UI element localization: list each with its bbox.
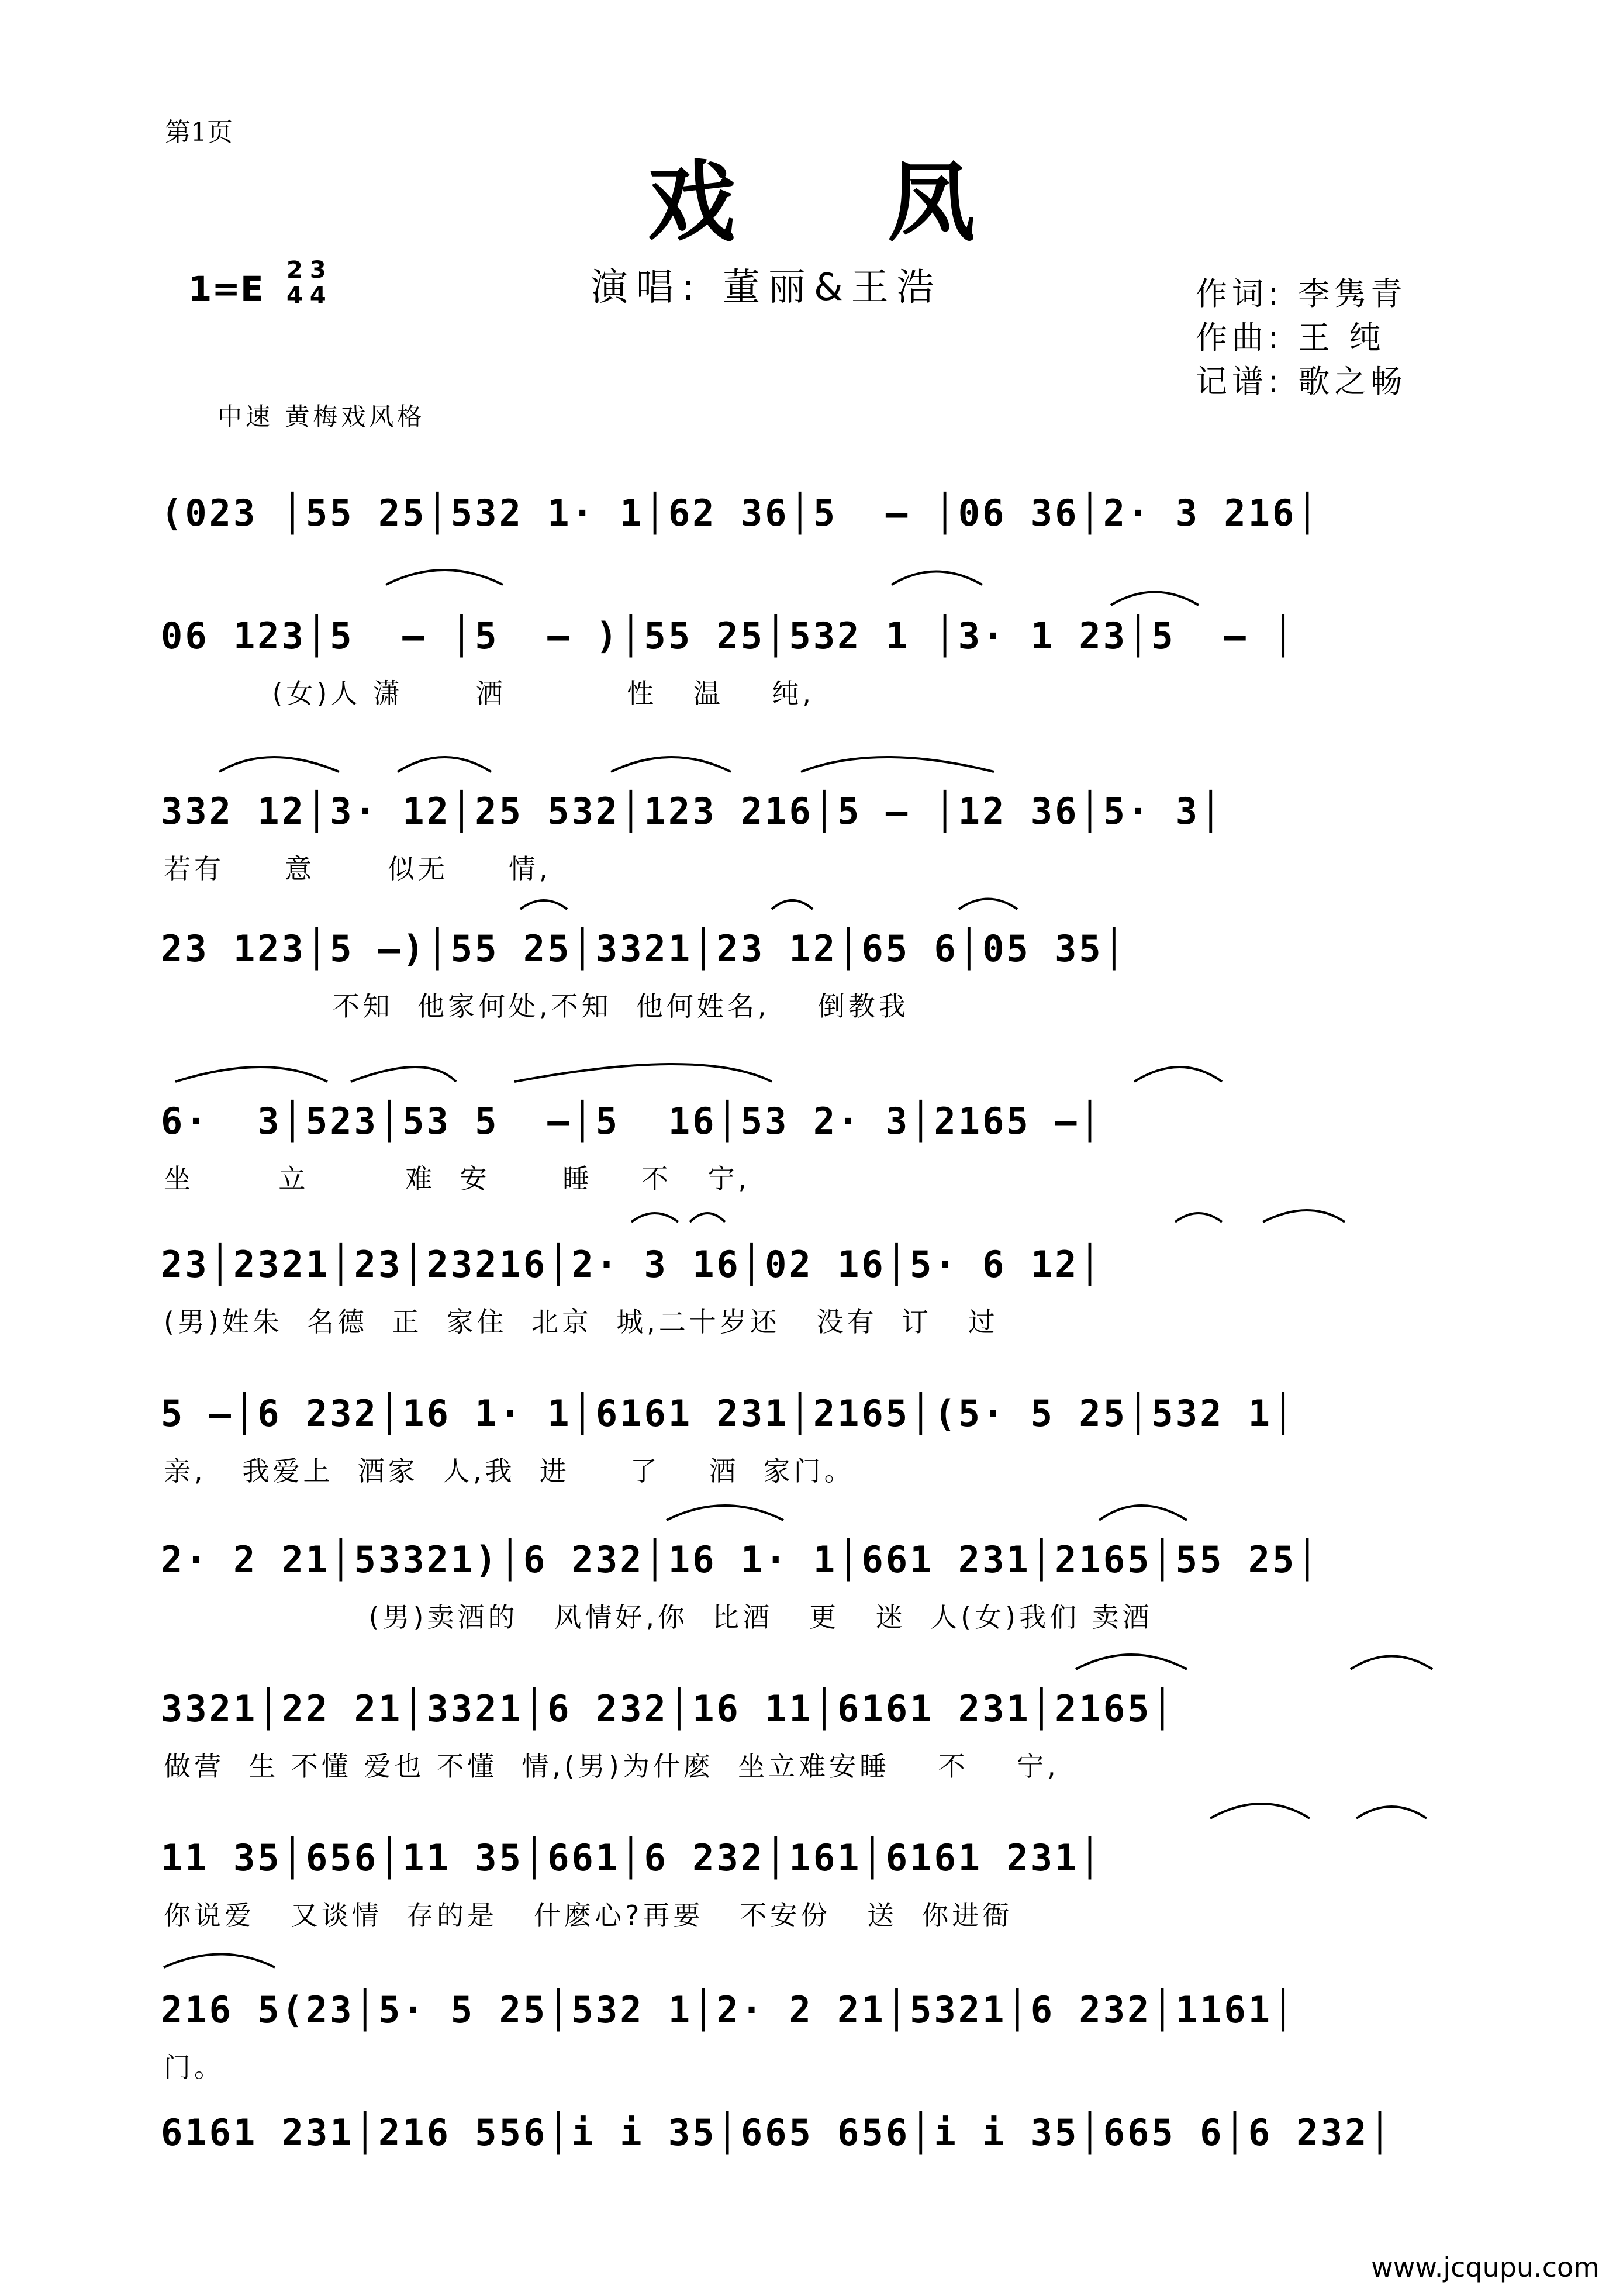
score-notes: 23│2321│23│23216│2· 3 16│02 16│5· 6 12│ (161, 1243, 1103, 1286)
meter-denominator: 4 (309, 282, 326, 309)
slur (690, 1213, 725, 1222)
slur (631, 1213, 678, 1222)
slur (1263, 1210, 1345, 1222)
singers: 演唱: 董丽&王浩 (591, 266, 942, 309)
transcriber-credit: 记谱: 歌之畅 (1196, 363, 1407, 400)
slur (386, 570, 503, 585)
lyrics-line: 门。 (164, 2052, 225, 2083)
slur (801, 757, 994, 772)
score-notes: 2· 2 21│53321)│6 232│16 1· 1│661 231│2165│55 25│ (161, 1538, 1321, 1581)
lyrics-line: (男)卖酒的 风情好,你 比酒 更 迷 人(女)我们 卖酒 (164, 1601, 1153, 1633)
watermark: www.jcqupu.com (1371, 2252, 1600, 2283)
meter-numerator: 3 (309, 257, 326, 284)
slur (1351, 1656, 1432, 1670)
score-notes: 6· 3│523│53 5 –│5 16│53 2· 3│2165 –│ (161, 1100, 1103, 1142)
lyrics-line: (女)人 潇 洒 性 温 纯, (164, 678, 815, 709)
slur (398, 757, 491, 772)
song-title: 戏凤 (647, 151, 1127, 254)
slur (611, 757, 731, 772)
score-notes: 11 35│656│11 35│661│6 232│161│6161 231│ (161, 1836, 1103, 1879)
score-notes: 3321│22 21│3321│6 232│16 11│6161 231│2165│ (161, 1687, 1176, 1730)
slur (351, 1067, 456, 1082)
slur (1134, 1067, 1222, 1082)
slur (520, 900, 567, 909)
score-notes: 332 12│3· 12│25 532│123 216│5 – │12 36│5· 3│ (161, 790, 1224, 833)
slur (1111, 592, 1199, 606)
slur (164, 1955, 275, 1968)
score-notes: 216 5(23│5· 5 25│532 1│2· 2 21│5321│6 232│1161│ (161, 1988, 1297, 2031)
score-notes: 6161 231│216 556│i i 35│665 656│i i 35│665 6│6 232│ (161, 2111, 1393, 2154)
lyrics-line: 做营 生 不懂 爱也 不懂 情,(男)为什麽 坐立难安睡 不 宁, (164, 1751, 1059, 1782)
slur (1076, 1655, 1187, 1669)
key-signature: 1=E (188, 269, 264, 309)
slur (1210, 1804, 1310, 1818)
lyrics-line: 坐 立 难 安 睡 不 宁, (164, 1163, 751, 1194)
score-notes: 23 123│5 –)│55 25│3321│23 12│65 6│05 35│ (161, 927, 1128, 970)
meter-numerator: 2 (286, 257, 303, 284)
slur (959, 899, 1017, 910)
score-notes: 06 123│5 – │5 – )│55 25│532 1 │3· 1 23│5 – │ (161, 614, 1297, 657)
page-number: 第1页 (165, 118, 233, 147)
slur (1356, 1807, 1427, 1818)
slur (1175, 1213, 1222, 1222)
meter-denominator: 4 (286, 282, 303, 309)
lyrics-line: 若有 意 似无 情, (164, 853, 551, 885)
slur (175, 1067, 327, 1082)
score-notes: (023 │55 25│532 1· 1│62 36│5 – │06 36│2· 3 216│ (161, 492, 1321, 534)
tempo-marking: 中速 黄梅戏风格 (217, 402, 426, 431)
slur (667, 1506, 783, 1520)
slur (514, 1064, 772, 1082)
lyrics-line: (男)姓朱 名德 正 家住 北京 城,二十岁还 没有 订 过 (164, 1306, 999, 1338)
lyricist-credit: 作词: 李隽青 (1196, 275, 1407, 312)
lyrics-line: 你说爱 又谈情 存的是 什麽心?再要 不安份 送 你进衙 (164, 1900, 1013, 1931)
composer-credit: 作曲: 王 纯 (1196, 319, 1386, 356)
slur (219, 757, 339, 772)
score-notes: 5 –│6 232│16 1· 1│6161 231│2165│(5· 5 25│532 1│ (161, 1392, 1297, 1435)
lyrics-line: 不知 他家何处,不知 他何姓名, 倒教我 (164, 990, 909, 1022)
slur (1099, 1506, 1187, 1520)
slur (772, 900, 813, 909)
slur (892, 572, 982, 585)
lyrics-line: 亲, 我爱上 酒家 人,我 进 了 酒 家门。 (164, 1455, 855, 1487)
